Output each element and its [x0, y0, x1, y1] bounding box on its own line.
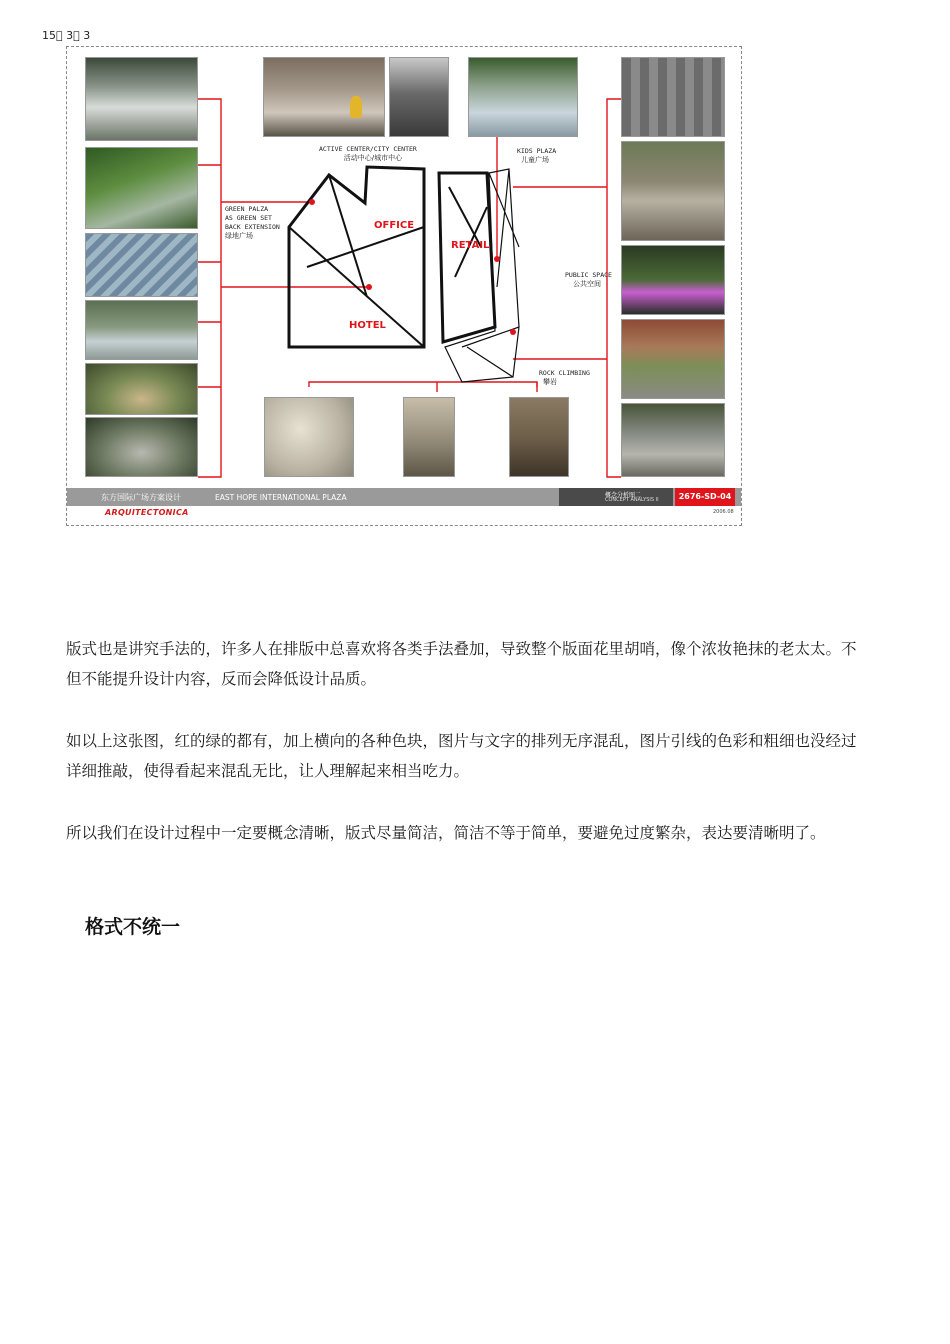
label-green-plaza: GREEN PALZA AS GREEN SET BACK EXTENSION 绿地广场 [225, 205, 280, 241]
label-active-center: ACTIVE CENTER/CITY CENTER 活动中心/城市中心 [319, 145, 417, 163]
label-office: OFFICE [374, 220, 415, 231]
brand-logo: ARQUITECTONICA [105, 508, 189, 517]
building-sketches [289, 167, 519, 382]
project-name-cn: 东方国际广场方案设计 [101, 493, 181, 502]
retail-block [439, 173, 495, 342]
sheet-title-cn: 概念分析图二 [605, 492, 642, 499]
label-retail: RETAIL [451, 240, 490, 251]
project-name-en: EAST HOPE INTERNATIONAL PLAZA [215, 493, 347, 502]
sheet-title-en: CONCEPT ANALYSIS II [605, 497, 659, 503]
paragraph-2: 如以上这张图，红的绿的都有，加上横向的各种色块，图片与文字的排列无序混乱，图片引线的色彩和粗细也没经过详细推敲，使得看起来混乱无比，让人理解起来相当吃力。 [66, 732, 857, 780]
label-rock-climbing: ROCK CLIMBING 攀岩 [539, 369, 590, 387]
page-number: 15  3  3 [42, 29, 91, 42]
paragraph-1: 版式也是讲究手法的，许多人在排版中总喜欢将各类手法叠加，导致整个版面花里胡哨，像个浓妆艳抹的老太太。不但不能提升设计内容，反而会降低设计品质。 [66, 640, 857, 688]
label-kids-plaza: KIDS PLAZA 儿童广场 [517, 147, 557, 165]
label-hotel: HOTEL [349, 320, 386, 331]
sheet-code: 2676-SD-04 [675, 488, 735, 506]
sheet-title-block [559, 488, 673, 506]
section-heading: 格式不统一 [85, 916, 181, 938]
paragraph-3: 所以我们在设计过程中一定要概念清晰，版式尽量简洁，简洁不等于简单，要避免过度繁杂，表达要清晰明了。 [66, 824, 826, 842]
concept-diagram [67, 47, 742, 487]
label-public-space: PUBLIC SPACE 公共空间 [565, 271, 612, 289]
concept-analysis-board [66, 46, 742, 526]
sheet-date: 2006.08 [713, 509, 734, 515]
